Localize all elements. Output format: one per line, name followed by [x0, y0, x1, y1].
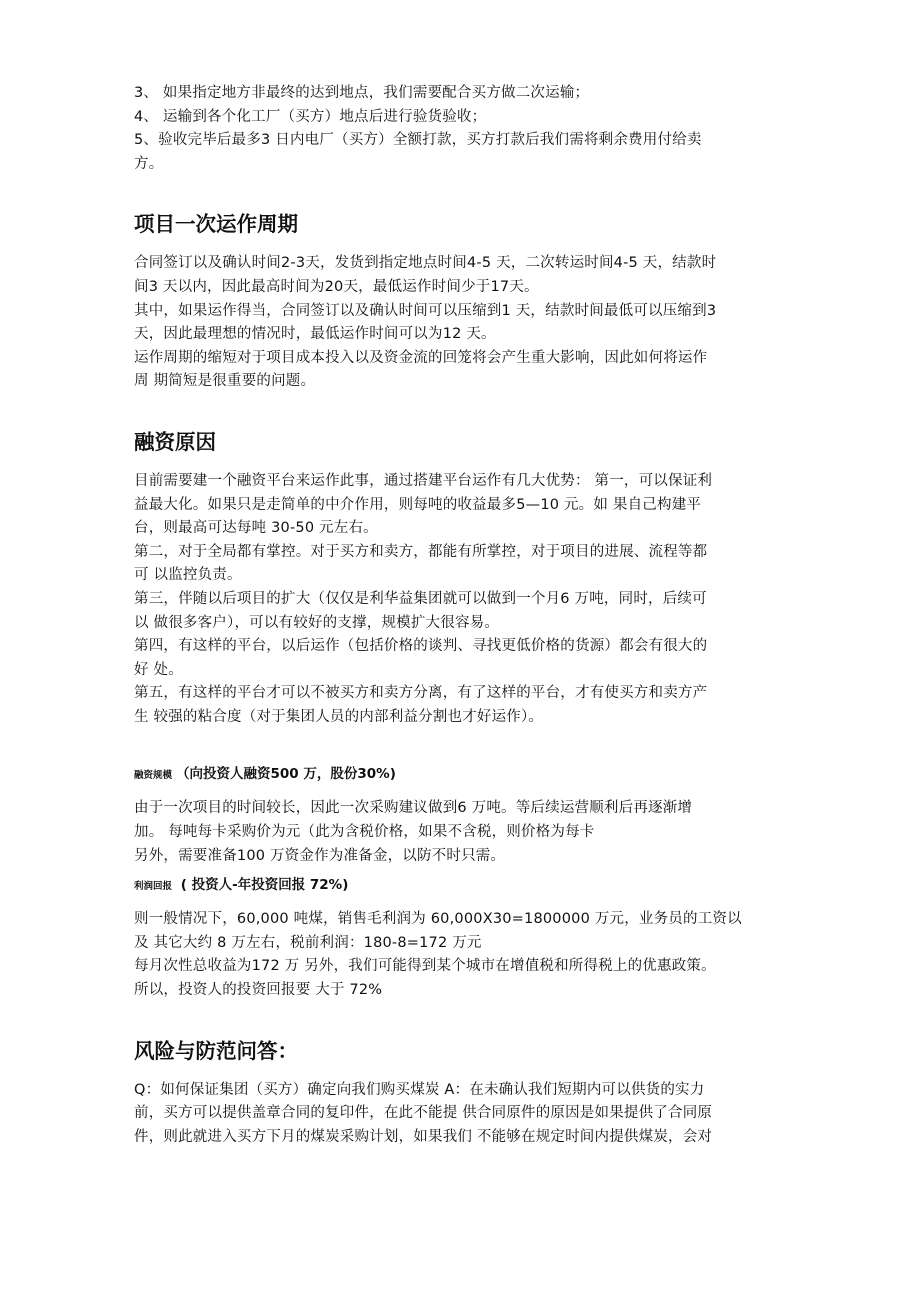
paragraph-line: 前，买方可以提供盖章合同的复印件，在此不能提 供合同原件的原因是如果提供了合同原: [134, 1105, 713, 1122]
list-item: 5、验收完毕后最多3 日内电厂（买方）全额打款，买方打款后我们需将剩余费用付给卖: [134, 132, 702, 149]
list-item: 3、 如果指定地方非最终的达到地点，我们需要配合买方做二次运输；: [134, 85, 590, 101]
section-heading-profit: [134, 874, 794, 898]
section-title-reason: 融资原因: [134, 429, 216, 454]
paragraph-line: 第二，对于全局都有掌控。对于买方和卖方，都能有所掌控，对于项目的进展、流程等都: [134, 543, 708, 560]
paragraph-line: 由于一次项目的时间较长，因此一次采购建议做到6 万吨。等后续运营顺利后再逐渐增: [134, 800, 693, 817]
section-title-scale: （向投资人融资500 万，股份30%): [176, 766, 396, 783]
paragraph-line: 目前需要建一个融资平台来运作此事，通过搭建平台运作有几大优势： 第一，可以保证利: [134, 472, 713, 489]
section-title-risk: 风险与防范问答：: [134, 1038, 298, 1063]
paragraph-line: 则一般情况下，60,000 吨煤，销售毛利润为 60,000X30=1800000 万元，业务员的工资以: [134, 911, 742, 928]
section-title-profit: ( 投资人-年投资回报 72%): [176, 877, 349, 894]
section-label-scale: 融资规模: [134, 770, 173, 782]
paragraph-line: 好 处。: [134, 661, 183, 678]
paragraph-line: 另外，需要准备100 万资金作为准备金，以防不时只需。: [134, 847, 506, 864]
paragraph-line: 第五，有这样的平台才可以不被买方和卖方分离，有了这样的平台，才有使买方和卖方产: [134, 685, 708, 702]
section-title-cycle: 项目一次运作周期: [134, 212, 298, 237]
paragraph-line: 运作周期的缩短对于项目成本投入以及资金流的回笼将会产生重大影响，因此如何将运作: [134, 349, 708, 366]
paragraph-line: 台，则最高可达每吨 30-50 元左右。: [134, 520, 378, 537]
document-page: [134, 82, 794, 1149]
paragraph-line: 天，因此最理想的情况时，最低运作时间可以为12 天。: [134, 326, 496, 343]
section-heading-scale: [134, 763, 794, 787]
paragraph-line: 件，则此就进入买方下月的煤炭采购计划，如果我们 不能够在规定时间内提供煤炭，会对: [134, 1128, 713, 1145]
paragraph-line: 加。 每吨每卡采购价为元（此为含税价格，如果不含税，则价格为每卡: [134, 824, 595, 841]
paragraph-line: 每月次性总收益为172 万 另外，我们可能得到某个城市在增值税和所得税上的优惠政策。: [134, 958, 716, 975]
paragraph-line: Q：如何保证集团（买方）确定向我们购买煤炭 A：在未确认我们短期内可以供货的实力: [134, 1081, 705, 1098]
section-body-scale: [134, 797, 794, 868]
paragraph-line: 益最大化。如果只是走简单的中介作用，则每吨的收益最多5—10 元。如 果自己构建平: [134, 496, 702, 513]
paragraph-line: 可 以监控负责。: [134, 567, 242, 584]
paragraph-line: 合同签订以及确认时间2-3天，发货到指定地点时间4-5 天，二次转运时间4-5 天，结款时: [134, 255, 717, 272]
section-body-cycle: [134, 252, 794, 394]
section-label-profit: 利润回报: [134, 881, 173, 893]
section-body-reason: [134, 470, 794, 730]
paragraph-line: 以 做很多客户），可以有较好的支撑，规模扩大很容易。: [134, 614, 500, 631]
section-body-profit: [134, 908, 794, 1002]
paragraph-line: 生 较强的粘合度（对于集团人员的内部利益分割也才好运作）。: [134, 708, 544, 725]
list-item: 方。: [134, 155, 164, 172]
paragraph-line: 其中，如果运作得当，合同签订以及确认时间可以压缩到1 天，结款时间最低可以压缩到3: [134, 302, 717, 319]
paragraph-line: 第三，伴随以后项目的扩大（仅仅是利华益集团就可以做到一个月6 万吨，同时，后续可: [134, 590, 707, 607]
list-item: 4、 运输到各个化工厂（买方）地点后进行验货验收；: [134, 108, 487, 125]
intro-list: [134, 82, 794, 176]
section-body-risk: [134, 1079, 794, 1150]
paragraph-line: 及 其它大约 8 万左右，税前利润：180-8=172 万元: [134, 934, 482, 951]
paragraph-line: 所以，投资人的投资回报要 大于 72%: [134, 982, 383, 999]
paragraph-line: 周 期简短是很重要的问题。: [134, 373, 316, 390]
paragraph-line: 第四，有这样的平台，以后运作（包括价格的谈判、寻找更低价格的货源）都会有很大的: [134, 638, 708, 655]
paragraph-line: 间3 天以内，因此最高时间为20天，最低运作时间少于17天。: [134, 278, 539, 295]
